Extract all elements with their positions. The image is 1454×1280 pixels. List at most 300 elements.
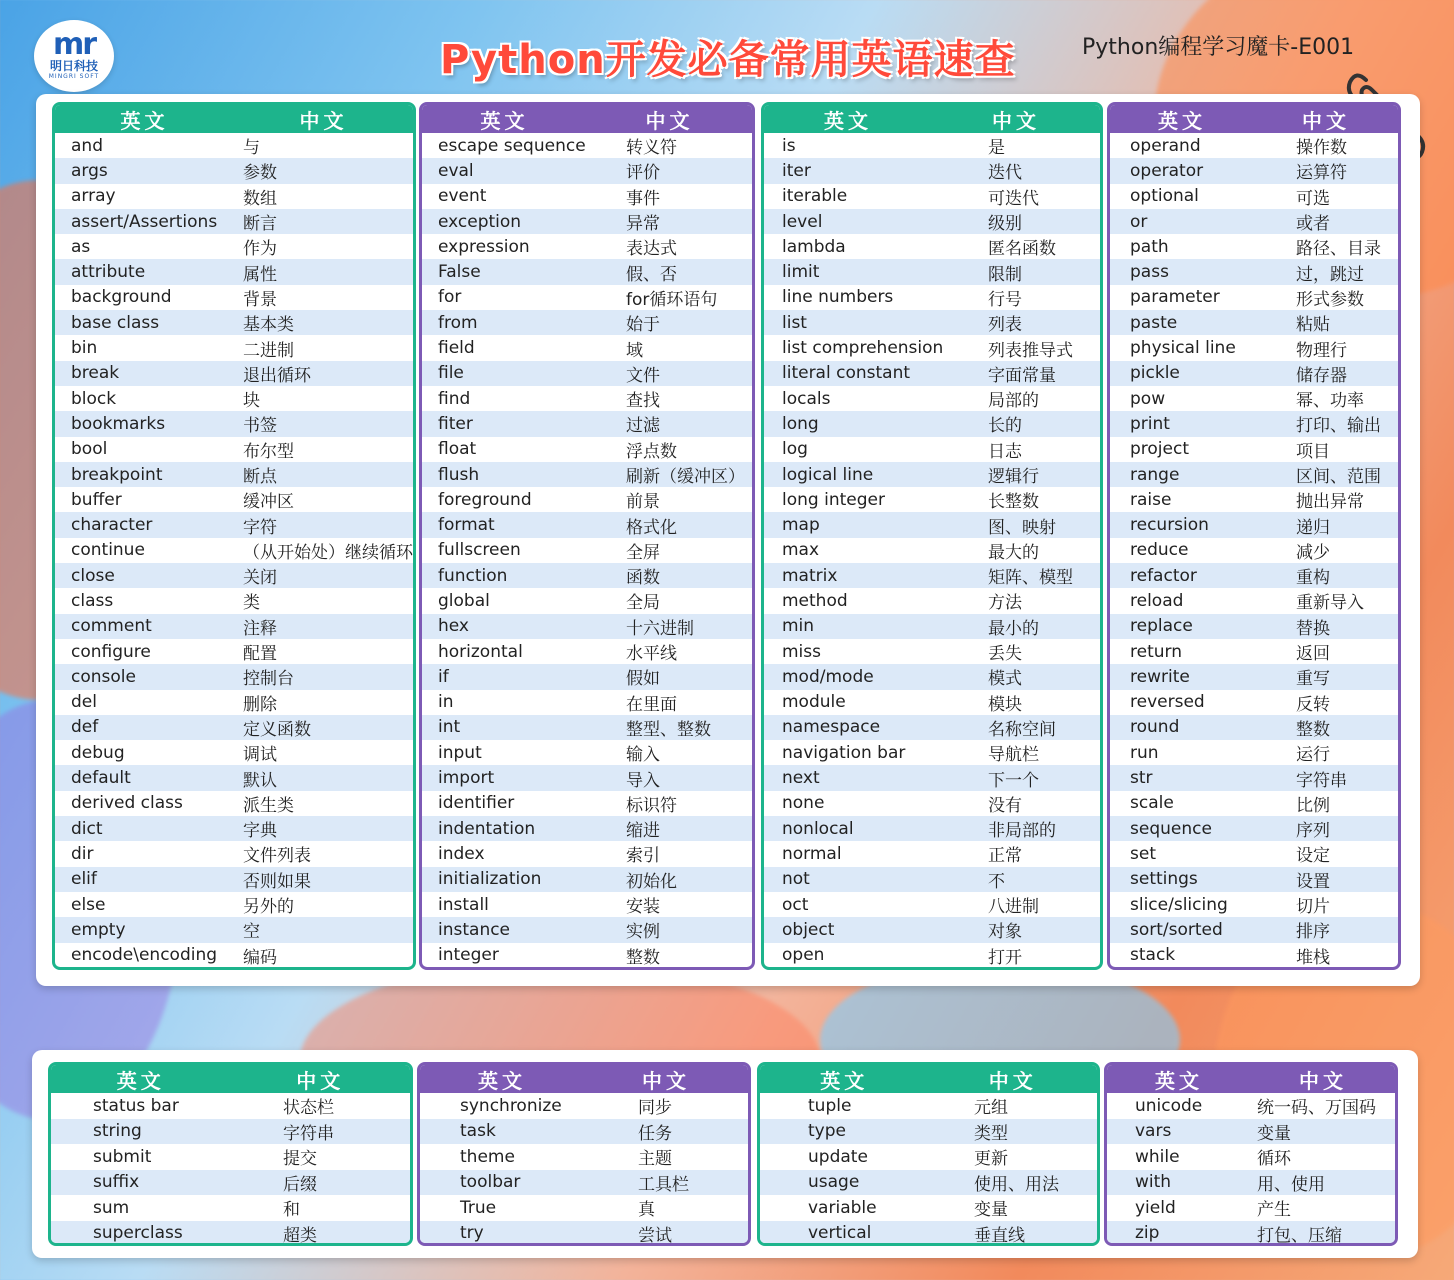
term-english: function	[438, 565, 508, 586]
term-chinese: 全局	[626, 593, 660, 614]
term-english: str	[1130, 768, 1153, 789]
term-chinese: 格式化	[626, 517, 677, 538]
table-row	[1110, 841, 1398, 866]
term-english: is	[782, 135, 796, 156]
table-row	[1110, 285, 1398, 310]
term-chinese: 删除	[243, 694, 277, 715]
term-english: logical line	[782, 464, 874, 485]
term-english: field	[438, 338, 475, 359]
term-chinese: 级别	[988, 214, 1022, 235]
term-chinese: 项目	[1296, 441, 1330, 462]
table-row	[1110, 310, 1398, 335]
table-row	[422, 437, 752, 462]
table-row	[764, 259, 1100, 284]
term-chinese: 变量	[1257, 1123, 1291, 1144]
term-english: debug	[71, 742, 125, 763]
term-chinese: 丢失	[988, 644, 1022, 665]
term-english: if	[438, 666, 449, 687]
term-chinese: 文件	[626, 365, 660, 386]
term-chinese: 同步	[638, 1098, 672, 1119]
term-chinese: 真	[638, 1200, 655, 1221]
term-english: encode\encoding	[71, 945, 218, 966]
table-row	[422, 943, 752, 968]
term-english: array	[71, 186, 116, 207]
table-row	[55, 664, 413, 689]
term-chinese: 列表	[988, 315, 1022, 336]
table-row	[55, 335, 413, 360]
term-english: list	[782, 312, 807, 333]
table-row	[422, 614, 752, 639]
table-row	[1110, 588, 1398, 613]
term-english: paste	[1130, 312, 1178, 333]
table-row	[764, 487, 1100, 512]
table-row	[420, 1221, 748, 1247]
logo-en-text: MINGRI SOFT	[48, 73, 100, 80]
term-english: flush	[438, 464, 480, 485]
term-chinese: 储存器	[1296, 365, 1347, 386]
table-row	[1110, 462, 1398, 487]
table-row	[1110, 184, 1398, 209]
term-english: del	[71, 692, 97, 713]
table-row	[422, 791, 752, 816]
header-english: 英文	[480, 108, 529, 133]
header-english: 英文	[824, 108, 872, 133]
table-row	[422, 184, 752, 209]
term-chinese: 空	[243, 922, 260, 943]
table-row	[422, 538, 752, 563]
term-english: close	[71, 565, 115, 586]
term-english: escape sequence	[438, 135, 586, 156]
table-row	[764, 563, 1100, 588]
table-row	[764, 335, 1100, 360]
table-row	[1110, 411, 1398, 436]
table-row	[55, 361, 413, 386]
term-chinese: 和	[283, 1200, 300, 1221]
term-english: settings	[1130, 869, 1198, 890]
term-chinese: 字面常量	[988, 365, 1056, 386]
term-chinese: 长的	[988, 416, 1022, 437]
table-row	[764, 917, 1100, 942]
table-row	[760, 1170, 1097, 1196]
table-row	[55, 437, 413, 462]
table-row	[1110, 791, 1398, 816]
table-row	[1110, 943, 1398, 968]
term-english: int	[438, 717, 461, 738]
term-chinese: 递归	[1296, 517, 1330, 538]
term-chinese: 下一个	[988, 770, 1039, 791]
table-row	[764, 690, 1100, 715]
term-english: fullscreen	[438, 540, 521, 561]
term-chinese: 调试	[243, 745, 277, 766]
term-english: else	[71, 894, 106, 915]
term-chinese: 事件	[626, 188, 660, 209]
term-english: long integer	[782, 489, 885, 510]
term-chinese: 默认	[243, 770, 277, 791]
term-chinese: 标识符	[626, 795, 677, 816]
table-row	[55, 588, 413, 613]
table-row	[55, 917, 413, 942]
term-english: yield	[1135, 1197, 1176, 1218]
term-english: global	[438, 590, 490, 611]
table-row	[764, 765, 1100, 790]
table-row	[55, 791, 413, 816]
header-chinese: 中文	[992, 108, 1040, 133]
term-chinese: for循环语句	[626, 289, 718, 310]
table-row	[51, 1195, 410, 1221]
term-chinese: 日志	[988, 441, 1022, 462]
term-chinese: 最小的	[988, 618, 1039, 639]
term-chinese: 名称空间	[988, 719, 1056, 740]
term-english: pow	[1130, 388, 1166, 409]
table-row	[422, 765, 752, 790]
term-chinese: 表达式	[626, 239, 677, 260]
term-chinese: 缓冲区	[243, 492, 294, 513]
term-chinese: 运算符	[1296, 163, 1347, 184]
table-row	[764, 943, 1100, 968]
table-row	[1110, 639, 1398, 664]
term-english: for	[438, 287, 462, 308]
term-chinese: 实例	[626, 922, 660, 943]
term-chinese: 过滤	[626, 416, 660, 437]
table-header	[422, 105, 752, 133]
table-row	[764, 791, 1100, 816]
term-english: eval	[438, 160, 474, 181]
term-chinese: 逻辑行	[988, 467, 1039, 487]
term-english: tuple	[808, 1095, 852, 1116]
term-chinese: 函数	[626, 568, 660, 589]
table-header	[51, 1065, 410, 1093]
term-chinese: 字符	[243, 517, 277, 538]
table-row	[55, 285, 413, 310]
term-english: class	[71, 590, 114, 611]
term-english: as	[71, 236, 91, 257]
term-english: initialization	[438, 869, 542, 890]
header-chinese: 中文	[299, 108, 348, 133]
term-chinese: 刷新（缓冲区）	[626, 467, 745, 487]
term-english: locals	[782, 388, 831, 409]
table-row	[55, 259, 413, 284]
term-english: bin	[71, 338, 98, 359]
term-english: bool	[71, 439, 108, 460]
vocab-table	[48, 1062, 413, 1246]
term-chinese: 不	[988, 871, 1005, 892]
table-row	[760, 1093, 1097, 1119]
term-english: zip	[1135, 1223, 1160, 1244]
term-english: task	[460, 1121, 496, 1142]
term-chinese: 粘贴	[1296, 315, 1330, 336]
table-row	[422, 361, 752, 386]
term-english: sum	[93, 1197, 130, 1218]
term-chinese: 字符串	[283, 1123, 334, 1144]
term-english: character	[71, 515, 153, 536]
table-row	[422, 209, 752, 234]
term-english: continue	[71, 540, 145, 561]
term-chinese: 在里面	[626, 694, 677, 715]
term-english: theme	[460, 1146, 515, 1167]
term-chinese: 可选	[1296, 188, 1330, 209]
table-row	[51, 1221, 410, 1247]
brand-logo	[34, 20, 114, 92]
term-english: type	[808, 1121, 846, 1142]
term-chinese: 注释	[243, 618, 277, 639]
term-chinese: 布尔型	[243, 441, 294, 462]
term-chinese: 模块	[988, 694, 1022, 715]
vocab-table	[757, 1062, 1100, 1246]
table-row	[422, 386, 752, 411]
table-row	[55, 892, 413, 917]
table-row	[422, 892, 752, 917]
table-row	[764, 386, 1100, 411]
term-chinese: 非局部的	[988, 821, 1056, 842]
header-chinese: 中文	[296, 1068, 345, 1093]
term-english: format	[438, 515, 495, 536]
table-row	[422, 512, 752, 537]
term-english: iter	[782, 160, 811, 181]
term-chinese: 查找	[626, 391, 660, 412]
table-row	[55, 209, 413, 234]
table-row	[420, 1093, 748, 1119]
term-english: namespace	[782, 717, 881, 738]
table-row	[55, 386, 413, 411]
term-english: lambda	[782, 236, 846, 257]
term-english: update	[808, 1146, 868, 1167]
term-english: block	[71, 388, 117, 409]
term-english: unicode	[1135, 1095, 1203, 1116]
table-row	[1110, 259, 1398, 284]
vocab-table	[52, 102, 416, 970]
table-row	[764, 285, 1100, 310]
term-english: breakpoint	[71, 464, 163, 485]
table-row	[55, 538, 413, 563]
table-row	[1110, 361, 1398, 386]
table-row	[1110, 158, 1398, 183]
term-chinese: 长整数	[988, 492, 1039, 513]
table-row	[1107, 1170, 1395, 1196]
term-chinese: 对象	[988, 922, 1022, 943]
table-row	[55, 411, 413, 436]
term-chinese: 变量	[974, 1200, 1008, 1221]
term-english: fiter	[438, 413, 473, 434]
term-english: dir	[71, 843, 94, 864]
term-chinese: 数组	[243, 188, 277, 209]
term-chinese: 返回	[1296, 644, 1330, 665]
table-row	[55, 310, 413, 335]
term-chinese: 路径、目录	[1296, 239, 1381, 260]
term-english: vertical	[808, 1223, 872, 1244]
table-row	[760, 1119, 1097, 1145]
table-row	[55, 487, 413, 512]
vocab-table	[1107, 102, 1401, 970]
term-english: horizontal	[438, 641, 523, 662]
term-chinese: 序列	[1296, 821, 1330, 842]
term-chinese: 基本类	[243, 315, 294, 336]
term-english: reload	[1130, 590, 1184, 611]
term-english: empty	[71, 919, 126, 940]
term-english: list comprehension	[782, 338, 944, 359]
term-chinese: 编码	[243, 947, 277, 968]
term-english: derived class	[71, 793, 183, 814]
table-row	[55, 158, 413, 183]
term-chinese: 初始化	[626, 871, 677, 892]
term-english: install	[438, 894, 489, 915]
term-chinese: 整数	[1296, 719, 1330, 740]
table-row	[764, 664, 1100, 689]
term-english: buffer	[71, 489, 122, 510]
term-english: def	[71, 717, 99, 738]
table-row	[55, 512, 413, 537]
term-chinese: 水平线	[626, 644, 677, 665]
term-english: integer	[438, 945, 499, 966]
table-row	[764, 462, 1100, 487]
table-row	[1107, 1144, 1395, 1170]
table-row	[764, 740, 1100, 765]
term-english: recursion	[1130, 515, 1209, 536]
term-english: next	[782, 768, 820, 789]
term-chinese: 背景	[243, 289, 277, 310]
term-chinese: 全屏	[626, 542, 660, 563]
term-chinese: 物理行	[1296, 340, 1347, 361]
table-row	[1110, 740, 1398, 765]
term-chinese: 二进制	[243, 340, 294, 361]
table-row	[422, 462, 752, 487]
term-chinese: 幂、功率	[1296, 391, 1364, 412]
table-row	[1110, 512, 1398, 537]
term-english: comment	[71, 616, 152, 637]
vocab-table	[417, 1062, 751, 1246]
table-row	[422, 664, 752, 689]
term-english: max	[782, 540, 820, 561]
table-header	[1110, 105, 1398, 133]
table-row	[55, 867, 413, 892]
term-english: synchronize	[460, 1095, 562, 1116]
table-row	[760, 1195, 1097, 1221]
table-row	[55, 740, 413, 765]
term-chinese: 前景	[626, 492, 660, 513]
table-header	[1107, 1065, 1395, 1093]
table-row	[55, 133, 413, 158]
term-chinese: 导航栏	[988, 745, 1039, 766]
term-chinese: 状态栏	[283, 1098, 334, 1119]
page-title: Python开发必备常用英语速查	[440, 37, 1016, 83]
table-row	[1110, 614, 1398, 639]
table-row	[422, 588, 752, 613]
term-chinese: 循环	[1257, 1149, 1291, 1170]
table-row	[55, 462, 413, 487]
term-chinese: 评价	[626, 163, 660, 184]
term-english: optional	[1130, 186, 1199, 207]
table-row	[764, 639, 1100, 664]
page-subtitle: Python编程学习魔卡-E001	[1082, 35, 1355, 60]
term-chinese: 否则如果	[243, 871, 311, 892]
table-row	[760, 1144, 1097, 1170]
table-row	[422, 335, 752, 360]
table-row	[55, 690, 413, 715]
term-english: string	[93, 1121, 142, 1142]
table-row	[764, 867, 1100, 892]
term-chinese: 设定	[1296, 846, 1330, 867]
table-row	[55, 943, 413, 968]
term-chinese: 行号	[988, 289, 1022, 310]
term-chinese: 切片	[1296, 897, 1330, 918]
header-chinese: 中文	[642, 1068, 690, 1093]
table-row	[55, 816, 413, 841]
term-english: args	[71, 160, 108, 181]
table-row	[1107, 1093, 1395, 1119]
term-chinese: 排序	[1296, 922, 1330, 943]
table-row	[1110, 234, 1398, 259]
term-english: variable	[808, 1197, 877, 1218]
term-english: assert/Assertions	[71, 211, 218, 232]
term-english: indentation	[438, 818, 536, 839]
table-row	[422, 234, 752, 259]
term-chinese: 是	[988, 138, 1005, 159]
table-row	[764, 892, 1100, 917]
term-chinese: 缩进	[626, 821, 660, 842]
table-header	[55, 105, 413, 133]
table-row	[51, 1144, 410, 1170]
term-english: reversed	[1130, 692, 1205, 713]
term-chinese: 整数	[626, 947, 660, 968]
table-row	[764, 411, 1100, 436]
term-chinese: 打印、输出	[1296, 416, 1381, 437]
term-chinese: 派生类	[243, 795, 294, 816]
table-row	[422, 285, 752, 310]
term-english: limit	[782, 262, 820, 283]
term-chinese: 或者	[1296, 214, 1330, 235]
table-header	[760, 1065, 1097, 1093]
table-row	[764, 184, 1100, 209]
term-chinese: 假、否	[626, 264, 677, 285]
term-english: False	[438, 262, 481, 283]
term-english: none	[782, 793, 825, 814]
term-chinese: 列表推导式	[988, 340, 1073, 361]
vocab-table	[419, 102, 755, 970]
term-chinese: 超类	[283, 1225, 317, 1246]
term-chinese: 元组	[974, 1098, 1008, 1119]
term-english: replace	[1130, 616, 1193, 637]
table-row	[764, 361, 1100, 386]
term-chinese: 形式参数	[1296, 289, 1364, 310]
term-english: break	[71, 363, 120, 384]
term-chinese: 断点	[243, 467, 277, 487]
header-english: 英文	[1158, 108, 1206, 133]
table-row	[55, 765, 413, 790]
term-chinese: 属性	[243, 264, 277, 285]
term-english: range	[1130, 464, 1180, 485]
term-english: or	[1130, 211, 1148, 232]
table-row	[422, 690, 752, 715]
term-english: file	[438, 363, 464, 384]
table-row	[55, 184, 413, 209]
term-english: sort/sorted	[1130, 919, 1223, 940]
table-row	[764, 715, 1100, 740]
table-row	[55, 639, 413, 664]
table-row	[1107, 1119, 1395, 1145]
term-chinese: 安装	[626, 897, 660, 918]
table-row	[422, 563, 752, 588]
term-chinese: 控制台	[243, 669, 294, 690]
term-chinese: 主题	[638, 1149, 672, 1170]
term-english: navigation bar	[782, 742, 906, 763]
term-english: from	[438, 312, 478, 333]
term-chinese: 类型	[974, 1123, 1008, 1144]
term-english: parameter	[1130, 287, 1220, 308]
term-chinese: 用、使用	[1257, 1174, 1325, 1195]
term-chinese: 转义符	[626, 138, 677, 159]
term-english: scale	[1130, 793, 1174, 814]
term-chinese: 过，跳过	[1296, 264, 1364, 285]
term-english: set	[1130, 843, 1156, 864]
